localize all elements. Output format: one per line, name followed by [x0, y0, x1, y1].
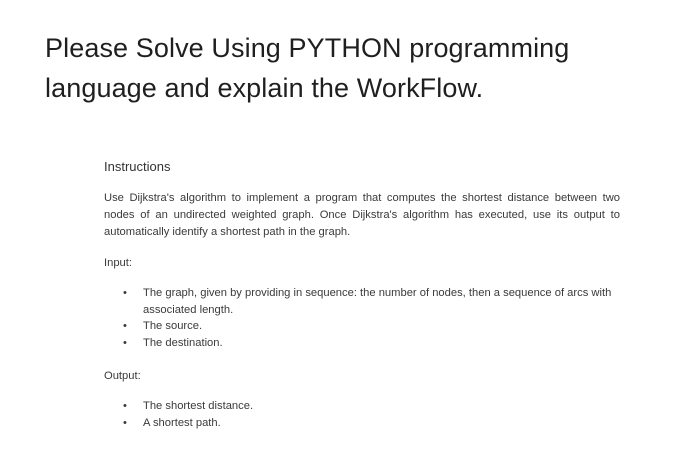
output-item-text: A shortest path. [143, 416, 221, 429]
output-list-item [104, 415, 620, 432]
bullet-icon: • [123, 336, 127, 349]
question-title: Please Solve Using PYTHON programming language and explain the WorkFlow. [45, 33, 570, 103]
bullet-icon: • [123, 400, 127, 412]
instructions-document [104, 158, 620, 431]
output-item-text: The shortest distance. [143, 400, 254, 412]
input-item-text: The destination. [143, 336, 223, 349]
input-item-text: The graph, given by providing in sequence: the number of nodes, then a sequence of arcs with associated length. [143, 287, 612, 316]
output-label: Output: [104, 370, 141, 382]
instructions-heading: Instructions [104, 159, 171, 174]
bullet-icon: • [123, 320, 127, 332]
input-list-item [104, 335, 620, 352]
input-list [104, 285, 620, 351]
input-list-item [104, 318, 620, 335]
bullet-icon: • [123, 416, 127, 429]
output-list-item [104, 398, 620, 415]
output-list [104, 398, 620, 431]
instructions-paragraph: Use Dijkstra's algorithm to implement a program that computes the shortest distance between two nodes of an undirected weighted graph. Once Dijkstra's algorithm has executed, use its output to automatically identify a shortest path in the graph. [104, 192, 620, 238]
bullet-icon: • [123, 287, 127, 299]
input-list-item [104, 285, 620, 318]
input-item-text: The source. [143, 320, 203, 332]
input-label: Input: [104, 257, 132, 269]
